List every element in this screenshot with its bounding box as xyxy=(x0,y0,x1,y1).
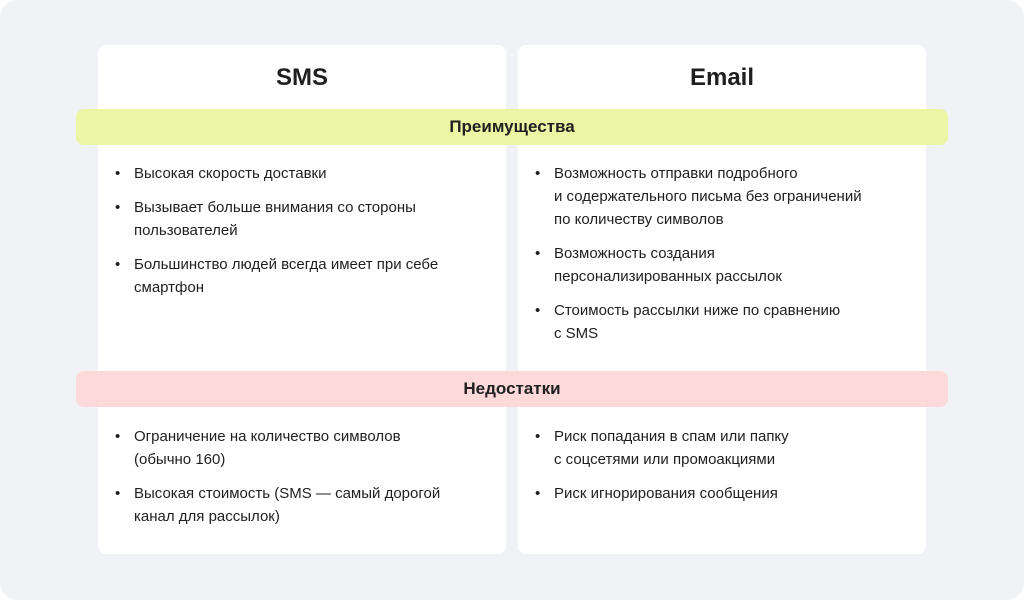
list-item-text: с соцсетями или промоакциями xyxy=(554,451,776,468)
list-item xyxy=(535,242,895,288)
email-pros-list xyxy=(535,162,895,356)
list-item-text: смартфон xyxy=(134,279,205,296)
list-item xyxy=(115,162,475,185)
list-item-text: • Вызывает больше внимания со стороны xyxy=(134,199,416,216)
list-item-text: канал для рассылок) xyxy=(134,508,280,525)
list-item-text: и содержательного письма без ограничений xyxy=(554,188,862,205)
list-item xyxy=(535,162,895,231)
list-item-text: • Ограничение на количество символов xyxy=(134,428,401,445)
list-item-text: • Высокая скорость доставки xyxy=(134,165,327,182)
list-item-text: • Риск попадания в спам или папку xyxy=(554,428,789,445)
email-column-title: Email xyxy=(689,64,755,91)
list-item-text: персонализированных рассылок xyxy=(554,268,782,285)
list-item-text: с SMS xyxy=(554,325,599,342)
list-item xyxy=(535,482,895,505)
list-item xyxy=(115,253,475,299)
list-item xyxy=(535,299,895,345)
list-item-text: • Возможность создания xyxy=(554,245,715,262)
list-item xyxy=(535,425,895,471)
list-item-text: • Большинство людей всегда имеет при себе xyxy=(134,256,439,273)
list-item-text: • Стоимость рассылки ниже по сравнению xyxy=(554,302,841,319)
list-item-text: • Высокая стоимость (SMS — самый дорогой xyxy=(134,485,441,502)
sms-column-title: SMS xyxy=(275,64,328,91)
email-cons-list xyxy=(535,425,895,516)
list-item xyxy=(115,482,475,528)
sms-cons-list xyxy=(115,425,475,539)
list-item-text: пользователей xyxy=(134,222,238,239)
list-item-text: • Риск игнорирования сообщения xyxy=(554,485,778,502)
list-item xyxy=(115,196,475,242)
list-item-text: по количеству символов xyxy=(554,211,724,228)
list-item xyxy=(115,425,475,471)
list-item-text: • Возможность отправки подробного xyxy=(554,165,798,182)
sms-pros-list xyxy=(115,162,475,310)
list-item-text: (обычно 160) xyxy=(134,451,226,468)
pros-section-header: Преимущества xyxy=(76,109,948,145)
cons-section-header: Недостатки xyxy=(76,371,948,407)
